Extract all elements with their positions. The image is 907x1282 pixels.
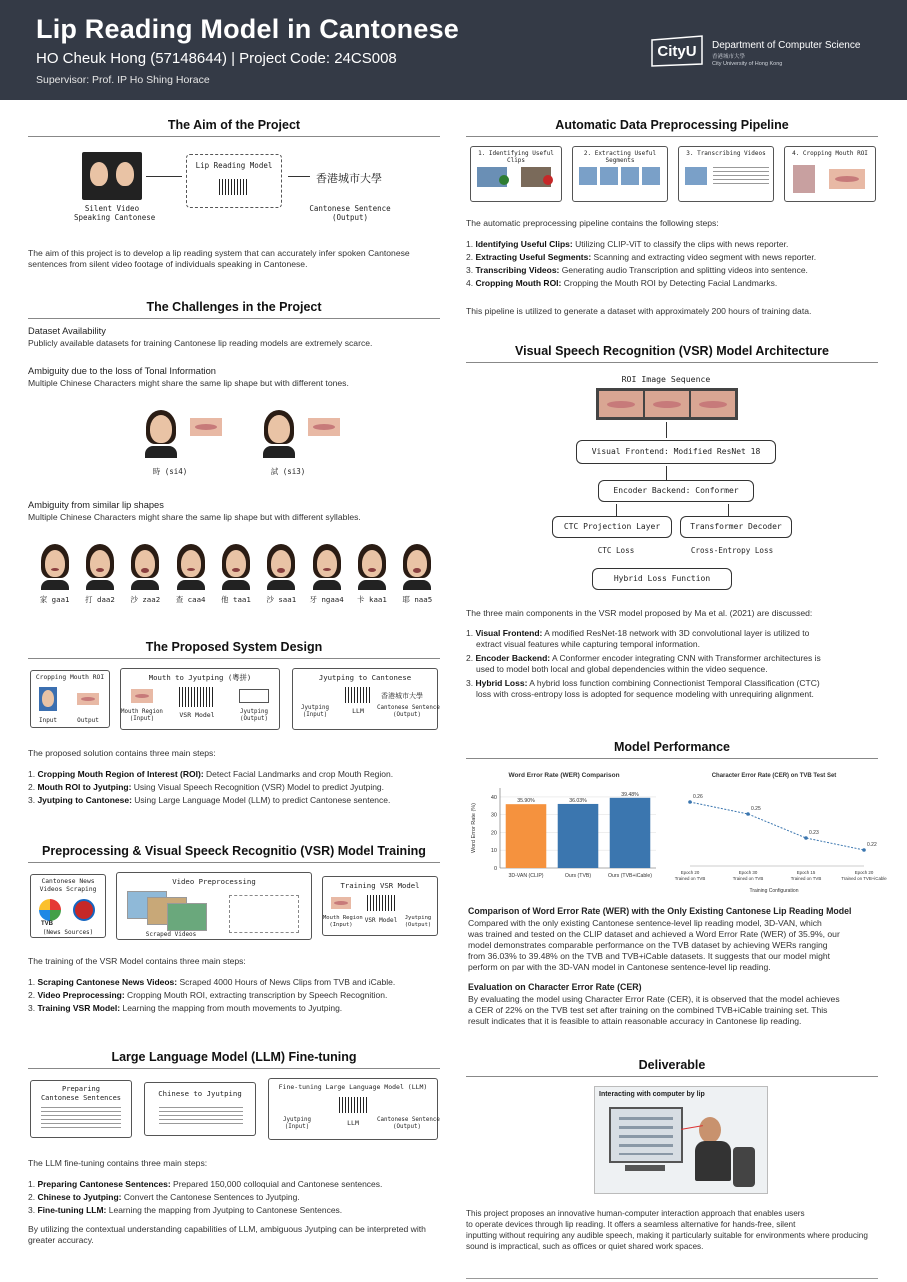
j2c-out: Cantonese Sentence (Output): [377, 705, 440, 718]
list-item: loss with cross-entropy loss is adopted for sequence modeling with unrequiring alignment.: [476, 689, 814, 699]
syllable-face: [77, 542, 122, 610]
jyutping-to-cantonese-box: [292, 668, 438, 730]
architecture-intro: The three main components in the VSR model proposed by Ma et al. (2021) are discussed:: [466, 608, 813, 618]
crop-input: Input: [38, 717, 58, 724]
wer-bar-chart: [466, 766, 662, 896]
video-thumbnail: [685, 167, 707, 185]
footer-rule: [466, 1278, 878, 1279]
challenge-1-title: Dataset Availability: [28, 326, 106, 336]
proposed-figure: [28, 666, 440, 736]
data-point: [746, 812, 750, 816]
model-box: [186, 154, 282, 208]
prep-label: Preparing Cantonese Sentences: [40, 1085, 122, 1102]
network-icon: [345, 687, 371, 703]
list-item: 3. Transcribing Videos: Generating audio Transcription and splitting videos into sentence.: [466, 265, 808, 275]
preprocessing-label: Video Preprocessing: [172, 877, 256, 886]
tone-example-2: [258, 406, 368, 478]
syllable-label: 查 caa4: [175, 595, 206, 604]
train-out: Jyutping (Output): [404, 915, 432, 928]
architecture-rule: [466, 362, 878, 363]
scraping-box: [30, 874, 106, 938]
text-lines: [159, 1107, 243, 1125]
ctc-loss-label: CTC Loss: [597, 546, 635, 555]
lip-image: [131, 689, 153, 703]
aim-input-caption: Silent Video Speaking Cantonese: [74, 204, 156, 222]
face-image: [271, 550, 291, 577]
training-title: Preprocessing & Visual Speeck Recognitio (VSR) Model Training: [42, 844, 426, 858]
challenge-3-title: Ambiguity from similar lip shapes: [28, 500, 164, 510]
list-item: 3. Hybrid Loss: A hybrid loss function combining Connectionist Temporal Classification (CTC): [466, 678, 820, 688]
face-image: [90, 550, 110, 577]
department-name: Department of Computer Science: [712, 40, 861, 51]
pipeline-stage-1: [470, 146, 562, 202]
roi-strip: [596, 388, 738, 420]
network-icon: [339, 1097, 367, 1113]
ft-model: LLM: [347, 1119, 359, 1127]
bar-value-label: 36.03%: [569, 797, 587, 804]
aim-output-text: 香港城市大學: [316, 173, 382, 185]
list-item: 2. Mouth ROI to Jyutping: Using Visual Speech Recognition (VSR) Model to predict Jyutping.: [28, 782, 385, 792]
bar-value-label: 39.48%: [621, 791, 639, 798]
j2c-model: LLM: [352, 707, 364, 715]
video-preprocessing-box: [116, 872, 312, 940]
face-image: [407, 550, 427, 577]
face-image: [135, 550, 155, 577]
y-tick-label: 10: [490, 848, 497, 855]
x-tick-label: Epoch 20: [854, 870, 874, 875]
stage-label: 1. Identifying Useful Clips: [478, 150, 554, 164]
keyboard-icon: [625, 1165, 665, 1171]
syllable-face: [168, 542, 213, 610]
stage-label: 3. Transcribing Videos: [686, 150, 766, 157]
ft-label: Fine-tuning Large Language Model (LLM): [278, 1083, 428, 1091]
supervisor-line: Supervisor: Prof. IP Ho Shing Horace: [36, 74, 210, 86]
ctc-box: CTC Projection Layer: [552, 516, 672, 538]
preprocess-steps: [229, 895, 299, 933]
point-value-label: 0.25: [751, 806, 761, 812]
author-line: HO Cheuk Hong (57148644) | Project Code: 24CS008: [36, 50, 397, 67]
llm-title: Large Language Model (LLM) Fine-tuning: [111, 1050, 357, 1064]
challenge-3-text: Multiple Chinese Characters might share the same lip shape but with different syllables.: [28, 512, 361, 522]
x-tick-label: Trained on TVB+iCable: [841, 876, 887, 881]
pipeline-stage-3: [678, 146, 774, 202]
list-item: extract visual features while capturing temporal information.: [476, 639, 700, 649]
segment-strip: [579, 167, 663, 185]
face-image: [150, 415, 172, 443]
face-image: [45, 550, 65, 577]
pipeline-intro: The automatic preprocessing pipeline contains the following steps:: [466, 218, 719, 228]
crop-label: Cropping Mouth ROI: [35, 674, 105, 681]
list-item: used to model both local and global dependencies within the video sequence.: [476, 664, 768, 674]
cer-text: By evaluating the model using Character Error Rate (CER), it is observed that the model achieves a CER of 22% on the TVB test set after training on the combined TVB+iCable training set. This result indicates that it is feasible to attain reasonable accuracy in Cantonese lip reading.: [468, 994, 840, 1026]
chart-title: Word Error Rate (WER) Comparison: [508, 772, 620, 779]
university-name: [712, 54, 782, 68]
deliverable-title: Deliverable: [638, 1058, 706, 1072]
x-tick-label: Trained on TVB: [674, 876, 706, 881]
video-thumbnail: [167, 903, 207, 931]
network-icon: [367, 895, 395, 911]
challenges-rule: [28, 318, 440, 319]
challenges-title: The Challenges in the Project: [146, 300, 322, 314]
face-image: [793, 165, 815, 193]
y-tick-label: 40: [490, 794, 497, 801]
c2j-label: Chinese to Jyutping: [158, 1089, 242, 1098]
university-name-en: City University of Hong Kong: [712, 61, 783, 67]
list-item: 2. Chinese to Jyutping: Convert the Cantonese Sentences to Jyutping.: [28, 1192, 300, 1202]
network-icon: [179, 687, 213, 707]
j2c-out-text: 香港城市大學: [381, 693, 423, 700]
hybrid-loss-box: Hybrid Loss Function: [592, 568, 732, 590]
aim-figure: [74, 148, 408, 230]
syllable-label: 打 daa2: [85, 595, 115, 604]
pipeline-closing: This pipeline is utilized to generate a dataset with approximately 200 hours of training data.: [466, 306, 812, 316]
deliverable-text: This project proposes an innovative human-computer interaction approach that enables users to operate devices through lip reading. It offers a seamless alternative for hands-free, silent inputting without requiring any audible speech, making it particularly suitable for environments where producing sound is impractical, such as offices or quiet shared work spaces.: [466, 1209, 868, 1251]
point-value-label: 0.23: [809, 830, 819, 836]
bar: [610, 798, 651, 868]
arrow: [666, 422, 667, 438]
training-steps: [28, 976, 395, 1015]
chinese-to-jyutping-box: [144, 1082, 256, 1136]
x-axis-label: Training Configuration: [749, 888, 799, 894]
point-value-label: 0.22: [867, 842, 877, 848]
poster-title: Lip Reading Model in Cantonese: [36, 14, 460, 44]
scraped-label: Scraped Videos: [145, 931, 197, 938]
pipeline-stage-2: [572, 146, 668, 202]
crop-output: Output: [77, 717, 99, 724]
ft-in: Jyutping (Input): [283, 1117, 311, 1130]
point-value-label: 0.26: [693, 794, 703, 800]
monitor-icon: [609, 1107, 683, 1163]
syllable-label: 耶 naa5: [402, 595, 433, 604]
tone-label: 時 (si4): [152, 467, 188, 476]
training-rule: [28, 862, 440, 863]
arrow: [666, 466, 667, 480]
j2c-in: Jyutping (Input): [301, 705, 329, 718]
syllable-label: 卡 kaa1: [357, 595, 387, 604]
list-item: 1. Preparing Cantonese Sentences: Prepared 150,000 colloquial and Cantonese sentences.: [28, 1179, 383, 1189]
arrow: [616, 504, 617, 516]
cityu-logo-icon: [648, 34, 706, 68]
university-name-cn: 香港城市大學: [712, 54, 746, 60]
list-item: 4. Cropping Mouth ROI: Cropping the Mouth ROI by Detecting Facial Landmarks.: [466, 278, 778, 288]
model-label: Lip Reading Model: [195, 161, 273, 170]
face-image: [226, 550, 246, 577]
face-image: [362, 550, 382, 577]
tone-example-1: [140, 406, 250, 478]
llm-steps: [28, 1178, 382, 1217]
chair-icon: [733, 1147, 755, 1187]
face-image: [181, 550, 201, 577]
lip-image: [190, 418, 222, 436]
bar: [558, 804, 599, 868]
crop-box: [30, 670, 110, 728]
pipeline-title: Automatic Data Preprocessing Pipeline: [555, 118, 789, 132]
deliverable-rule: [466, 1076, 878, 1077]
syllable-label: 牙 ngaa4: [309, 595, 344, 604]
arrow: [728, 504, 729, 516]
lip-image: [331, 897, 351, 909]
proposed-title: The Proposed System Design: [145, 640, 323, 654]
logo-text: CityU: [657, 43, 697, 60]
data-point: [688, 800, 692, 804]
x-tick-label: Epoch 15: [796, 870, 816, 875]
tvb-label: TVB: [41, 921, 53, 927]
m2j-label: Mouth to Jyutping (粵拼): [148, 673, 252, 682]
list-item: 3. Fine-tuning LLM: Learning the mapping from Jyutping to Cantonese Sentences.: [28, 1205, 343, 1215]
illustration-caption: Interacting with computer by lip: [599, 1091, 705, 1098]
syllable-face: [123, 542, 168, 610]
lip-image: [77, 693, 99, 705]
wer-subtitle: Comparison of Word Error Rate (WER) with the Only Existing Cantonese Lip Reading Model: [468, 906, 852, 916]
train-label: Training VSR Model: [340, 881, 420, 890]
syllable-face: [395, 542, 440, 610]
cross-icon: [543, 175, 553, 185]
list-item: 2. Encoder Backend: A Conformer encoder integrating CNN with Transformer architectures is: [466, 653, 821, 663]
training-vsr-box: [322, 876, 438, 936]
face-image: [317, 550, 337, 577]
bar-value-label: 35.90%: [517, 798, 535, 805]
deliverable-illustration: [594, 1086, 768, 1194]
y-tick-label: 20: [490, 830, 497, 837]
stage-label: 2. Extracting Useful Segments: [583, 150, 657, 164]
backend-box: Encoder Backend: Conformer: [598, 480, 754, 502]
llm-rule: [28, 1068, 440, 1069]
syllable-face: [259, 542, 304, 610]
syllable-face: [304, 542, 349, 610]
face-image: [90, 162, 108, 186]
decoder-box: Transformer Decoder: [680, 516, 792, 538]
architecture-figure: [466, 370, 878, 596]
y-tick-label: 0: [493, 866, 497, 872]
train-in: Mouth Region (Input): [323, 915, 363, 928]
syllable-label: 他 taa1: [221, 595, 251, 604]
tone-label: 試 (si3): [270, 467, 306, 476]
list-item: 2. Extracting Useful Segments: Scanning and extracting video segment with news reporter.: [466, 252, 817, 262]
performance-title: Model Performance: [613, 740, 730, 754]
person-head: [699, 1117, 721, 1143]
film-strip: [82, 152, 142, 200]
challenge-2-text: Multiple Chinese Characters might share the same lip shape but with different tones.: [28, 378, 349, 388]
training-figure: [28, 870, 440, 942]
aim-description: The aim of this project is to develop a lip reading system that can accurately infer spoken Cantonese sentences from silent video footage of individuals speaking in Cantonese.: [28, 248, 410, 269]
jyutping-box: [239, 689, 269, 703]
text-lines: [713, 167, 769, 185]
list-item: 2. Video Preprocessing: Cropping Mouth ROI, extracting transcription by Speech Recognition.: [28, 990, 388, 1000]
wer-text: Compared with the only existing Cantonese sentence-level lip reading model, 3D-VAN, which was trained and tested on the CLIP dataset and achieved a Word Error Rate (WER) of 35.9%, our model demonstrates comparable performance on the TVB dataset by achieving WERs ranging from 36.03% to 39.48% on the TVB and TVB+iCable datasets. It suggests that our model might perform on par with the 3D-VAN model in Cantonese sentence-level lip reading.: [468, 918, 840, 972]
syllable-faces-row: [32, 542, 440, 610]
x-tick-label: Trained on TVB: [732, 876, 764, 881]
icable-logo-icon: [73, 899, 95, 921]
news-sources: (News Sources): [42, 929, 94, 936]
llm-closing: By utilizing the contextual understanding capabilities of LLM, ambiguous Jyutping can be interpreted with greater accuracy.: [28, 1224, 426, 1245]
challenge-2-title: Ambiguity due to the loss of Tonal Information: [28, 366, 216, 376]
fine-tuning-box: [268, 1078, 438, 1140]
poster-header: [0, 0, 907, 100]
pipeline-figure: [470, 146, 878, 206]
tvb-logo-icon: [39, 899, 61, 921]
x-tick-label: Epoch 20: [680, 870, 700, 875]
x-tick-label: Ours (TVB+iCable): [608, 873, 652, 879]
challenge-1-text: Publicly available datasets for training Cantonese lip reading models are extremely scarce.: [28, 338, 373, 348]
text-lines: [41, 1107, 121, 1131]
training-intro: The training of the VSR Model contains three main steps:: [28, 956, 246, 966]
lip-image: [829, 169, 865, 189]
architecture-items: [466, 628, 821, 700]
list-item: 1. Identifying Useful Clips: Utilizing CLIP-ViT to classify the clips with news reporter.: [466, 239, 789, 249]
list-item: 1. Scraping Cantonese News Videos: Scraped 4000 Hours of News Clips from TVB and iCable.: [28, 977, 396, 987]
m2j-model: VSR Model: [179, 711, 215, 719]
data-point: [862, 848, 866, 852]
person-body: [695, 1141, 731, 1181]
list-item: 1. Cropping Mouth Region of Interest (ROI): Detect Facial Landmarks and crop Mouth Region.: [28, 769, 394, 779]
list-item: 1. Visual Frontend: A modified ResNet-18 network with 3D convolutional layer is utilized to: [466, 628, 810, 638]
face-image: [268, 415, 290, 443]
scrape-label: Cantonese News Videos Scraping: [39, 878, 97, 893]
ce-loss-label: Cross-Entropy Loss: [690, 546, 774, 555]
llm-figure: [28, 1076, 440, 1144]
face-image: [39, 687, 57, 711]
syllable-face: [32, 542, 77, 610]
syllable-label: 沙 zaa2: [130, 595, 161, 604]
aim-output-caption: Cantonese Sentence (Output): [309, 204, 391, 222]
syllable-label: 家 gaa1: [39, 595, 70, 604]
m2j-out: Jyutping (Output): [240, 709, 268, 722]
x-tick-label: Trained on TVB: [790, 876, 822, 881]
y-axis-label: Word Error Rate (%): [471, 802, 477, 854]
check-icon: [499, 175, 509, 185]
list-item: 3. Training VSR Model: Learning the mapping from mouth movements to Jyutping.: [28, 1003, 343, 1013]
cer-line-chart: [670, 766, 887, 896]
m2j-in: Mouth Region (Input): [121, 709, 163, 722]
syllable-label: 沙 saa1: [266, 595, 297, 604]
performance-rule: [466, 758, 878, 759]
arrow: [146, 176, 182, 177]
data-point: [804, 836, 808, 840]
face-image: [116, 162, 134, 186]
list-item: 3. Jyutping to Cantonese: Using Large Language Model (LLM) to predict Cantonese sentence.: [28, 795, 391, 805]
proposed-intro: The proposed solution contains three main steps:: [28, 748, 216, 758]
llm-intro: The LLM fine-tuning contains three main steps:: [28, 1158, 208, 1168]
x-tick-label: Epoch 30: [738, 870, 758, 875]
roi-label: ROI Image Sequence: [621, 374, 711, 384]
architecture-title: Visual Speech Recognition (VSR) Model Architecture: [515, 344, 829, 358]
network-icon: [219, 179, 249, 195]
aim-rule: [28, 136, 440, 137]
stage-label: 4. Cropping Mouth ROI: [792, 150, 868, 157]
x-tick-label: Ours (TVB): [564, 873, 592, 879]
aim-title: The Aim of the Project: [167, 118, 301, 132]
pipeline-rule: [466, 136, 878, 137]
bar: [506, 804, 547, 868]
pipeline-steps: [466, 238, 816, 290]
proposed-rule: [28, 658, 440, 659]
chart-title: Character Error Rate (CER) on TVB Test Set: [711, 773, 837, 779]
arrow: [288, 176, 310, 177]
train-model: VSR Model: [364, 917, 398, 924]
ft-out: Cantonese Sentence (Output): [377, 1117, 440, 1130]
syllable-face: [213, 542, 258, 610]
mouth-to-jyutping-box: [120, 668, 280, 730]
x-tick-label: 3D-VAN (CLIP): [508, 873, 544, 879]
proposed-steps: [28, 768, 393, 807]
j2c-label: Jyutping to Cantonese: [318, 673, 412, 682]
y-tick-label: 30: [490, 812, 497, 819]
preparing-box: [30, 1080, 132, 1138]
lip-image: [308, 418, 340, 436]
pipeline-stage-4: [784, 146, 876, 202]
cer-subtitle: Evaluation on Character Error Rate (CER): [468, 982, 642, 992]
syllable-face: [349, 542, 394, 610]
frontend-box: Visual Frontend: Modified ResNet 18: [576, 440, 776, 464]
